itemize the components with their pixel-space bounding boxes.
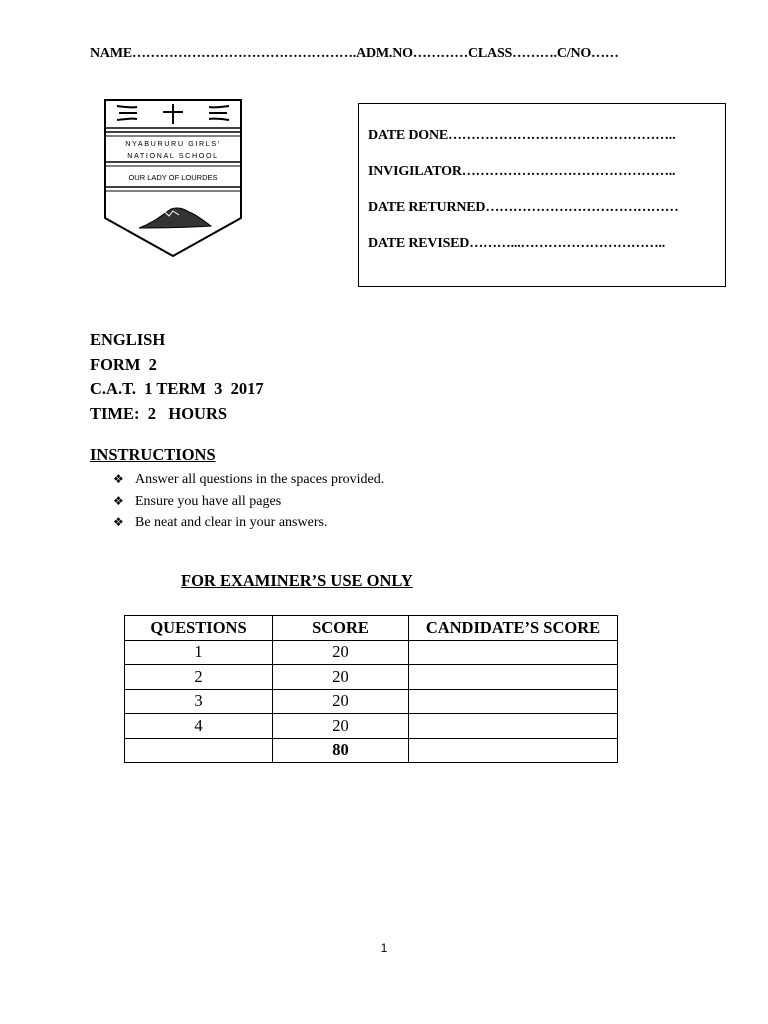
table-row	[125, 714, 618, 739]
time-label: TIME: 2 HOURS	[90, 403, 228, 423]
instructions-list	[113, 469, 384, 534]
table-row	[125, 689, 618, 714]
max-score: 20	[273, 689, 409, 714]
question-number: 1	[125, 640, 273, 665]
question-number: 2	[125, 665, 273, 690]
question-number: 4	[125, 714, 273, 739]
candidate-score-cell	[409, 689, 618, 714]
date-revised-field: DATE REVISED………...…………………………..	[368, 236, 666, 251]
table-row	[125, 665, 618, 690]
max-score: 20	[273, 714, 409, 739]
page-number: 1	[380, 941, 388, 955]
admin-details-box	[358, 103, 726, 287]
subject-title: ENGLISH	[90, 330, 166, 349]
max-score: 20	[273, 640, 409, 665]
candidate-score-cell	[409, 640, 618, 665]
header-questions: QUESTIONS	[125, 616, 273, 641]
diamond-bullet-icon: ❖	[113, 472, 124, 486]
crest-motto: OUR LADY OF LOURDES	[128, 173, 218, 182]
student-details-line: NAME………………………………………….ADM.NO…………CLASS……….C/NO……	[90, 46, 619, 61]
question-number: 3	[125, 689, 273, 714]
header-candidate-score: CANDIDATE’S SCORE	[409, 616, 618, 641]
form-label: FORM 2	[90, 354, 157, 374]
invigilator-field: INVIGILATOR………………………………………..	[368, 164, 676, 179]
exam-details	[90, 328, 264, 426]
date-done-field: DATE DONE…………………………………………..	[368, 128, 676, 143]
list-item: ❖ Be neat and clear in your answers.	[113, 512, 384, 534]
header-score: SCORE	[273, 616, 409, 641]
crest-line-1: NYABURURU GIRLS'	[125, 139, 221, 148]
candidate-score-cell	[409, 665, 618, 690]
list-item: ❖ Ensure you have all pages	[113, 491, 384, 513]
instructions-heading: INSTRUCTIONS	[90, 445, 216, 464]
total-label-cell	[125, 738, 273, 763]
table-total-row	[125, 738, 618, 763]
cat-label: C.A.T. 1 TERM 3 2017	[90, 379, 264, 398]
max-score: 20	[273, 665, 409, 690]
date-returned-field: DATE RETURNED……………………………………	[368, 200, 679, 215]
total-score: 80	[273, 738, 409, 763]
table-row	[125, 640, 618, 665]
candidate-score-cell	[409, 714, 618, 739]
diamond-bullet-icon: ❖	[113, 515, 124, 529]
crest-line-2: NATIONAL SCHOOL	[127, 151, 219, 160]
examiner-heading: FOR EXAMINER’S USE ONLY	[181, 571, 413, 590]
total-candidate-cell	[409, 738, 618, 763]
diamond-bullet-icon: ❖	[113, 493, 124, 508]
score-table	[124, 615, 618, 763]
school-crest-logo	[103, 98, 243, 260]
list-item: ❖ Answer all questions in the spaces provided.	[113, 469, 384, 491]
table-header-row	[125, 616, 618, 641]
